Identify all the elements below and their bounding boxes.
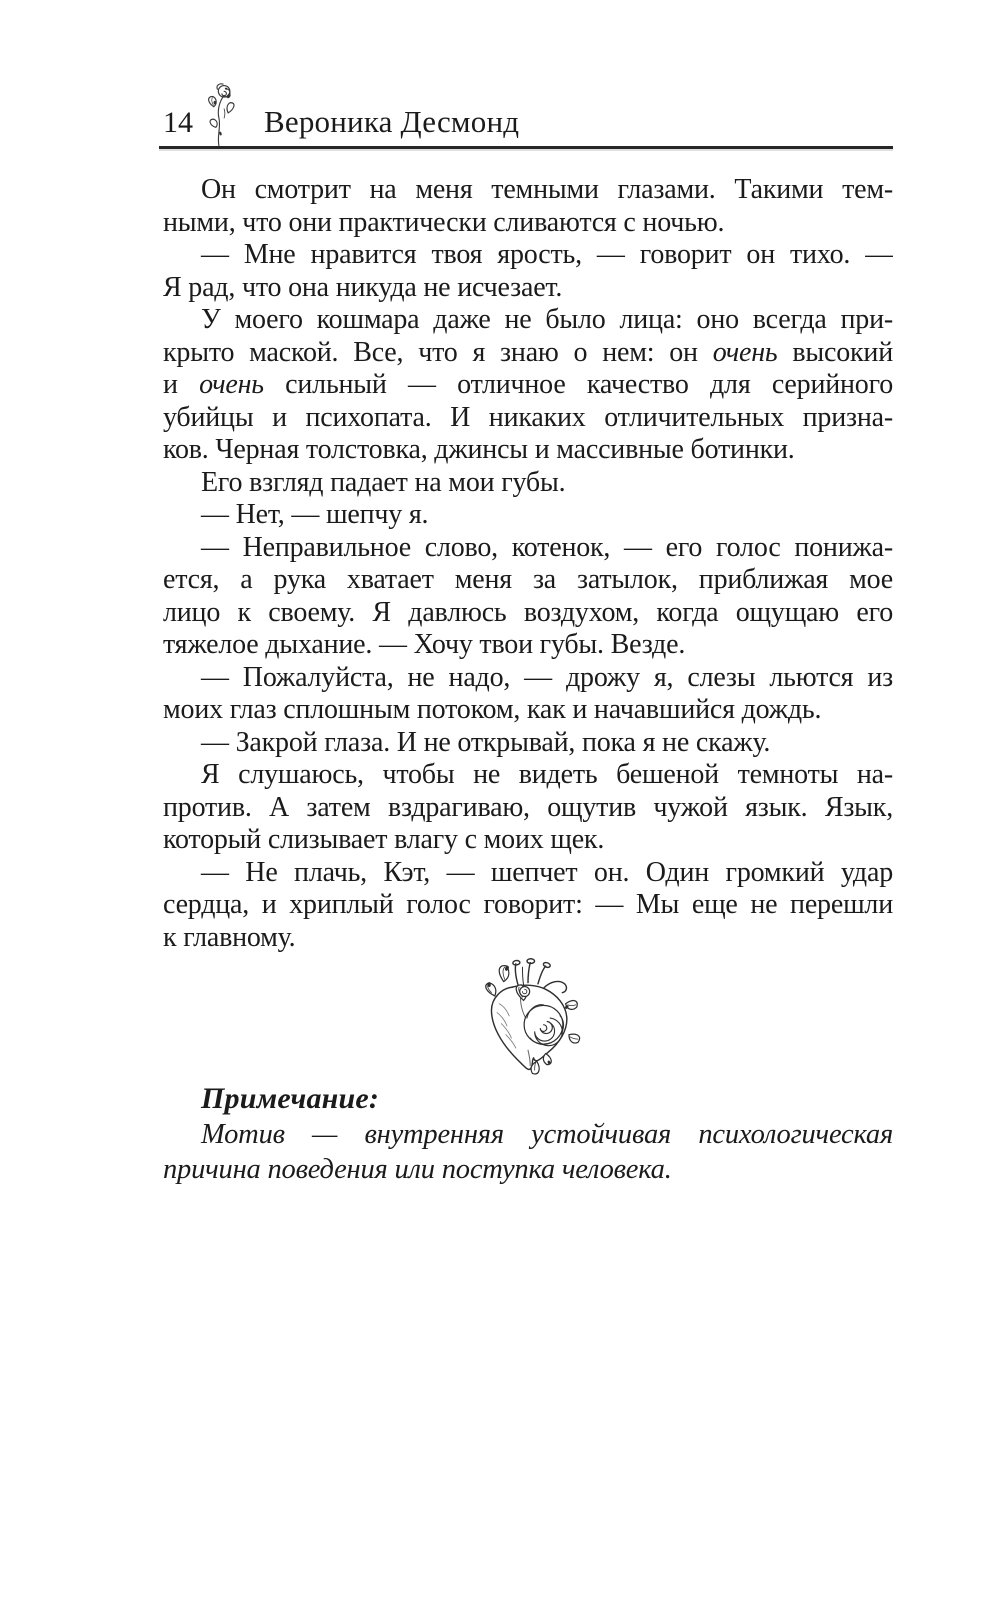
text-line: — Мне нравится твоя ярость, — говорит он тихо. — (201, 239, 893, 270)
note-section (163, 1080, 893, 1187)
paragraph (163, 532, 893, 662)
paragraph (163, 499, 893, 532)
text-line: сердца, и хриплый голос говорит: — Мы еще не перешли (163, 889, 893, 920)
text-line: ными, что они практически сливаются с ночью. (163, 206, 725, 238)
page-number: 14 (163, 106, 193, 139)
paragraph (163, 467, 893, 500)
text-line: — Неправильное слово, котенок, — его голос понижа- (201, 531, 893, 563)
text-line: который слизывает влагу с моих щек. (163, 824, 605, 855)
text-line: к главному. (163, 921, 296, 953)
note-body (163, 1117, 893, 1187)
paragraph (163, 759, 893, 857)
text-line: ется, а рука хватает меня за затылок, приближая мое (163, 564, 893, 595)
body-text (163, 174, 893, 954)
paragraph (163, 857, 893, 955)
running-head-author: Вероника Десмонд (264, 104, 520, 139)
text-line: Он смотрит на меня темными глазами. Такими тем- (201, 174, 893, 205)
paragraph (163, 727, 893, 760)
paragraph (163, 662, 893, 727)
text-line: причина поведения или поступка человека. (163, 1154, 672, 1185)
text-line: — Пожалуйста, не надо, — дрожу я, слезы льются из (201, 661, 893, 693)
text-line: Я рад, что она никуда не исчезает. (163, 271, 563, 303)
paragraph (163, 239, 893, 304)
header-rule (159, 146, 893, 149)
text-line: моих глаз сплошным потоком, как и начавшийся дождь. (163, 694, 822, 725)
text-line: — Не плачь, Кэт, — шепчет он. Один громкий удар (201, 856, 893, 888)
text-line: против. А затем вздрагиваю, ощутив чужой язык. Язык, (163, 791, 893, 823)
text-line: У моего кошмара даже не было лица: оно всегда при- (201, 304, 893, 335)
text-line: крыто маской. Все, что я знаю о нем: он очень высокий (163, 336, 893, 368)
text-line: ков. Черная толстовка, джинсы и массивные ботинки. (163, 434, 795, 465)
text-line: и очень сильный — отличное качество для серийного (163, 369, 893, 400)
note-heading: Примечание: (201, 1082, 380, 1115)
rose-sprig-icon (203, 82, 239, 148)
anatomical-heart-divider-icon (472, 955, 584, 1079)
paragraph (163, 304, 893, 467)
text-line: Мотив — внутренняя устойчивая психологическая (201, 1119, 893, 1150)
text-line: лицо к своему. Я давлюсь воздухом, когда ощущаю его (163, 596, 893, 628)
text-line: — Нет, — шепчу я. (201, 499, 429, 530)
text-line: тяжелое дыхание. — Хочу твои губы. Везде. (163, 629, 686, 660)
text-line: — Закрой глаза. И не открывай, пока я не скажу. (201, 726, 771, 758)
text-line: убийцы и психопата. И никаких отличительных призна- (163, 401, 893, 433)
text-line: Я слушаюсь, чтобы не видеть бешеной темноты на- (201, 759, 893, 790)
paragraph (163, 174, 893, 239)
text-line: Его взгляд падает на мои губы. (201, 466, 566, 498)
